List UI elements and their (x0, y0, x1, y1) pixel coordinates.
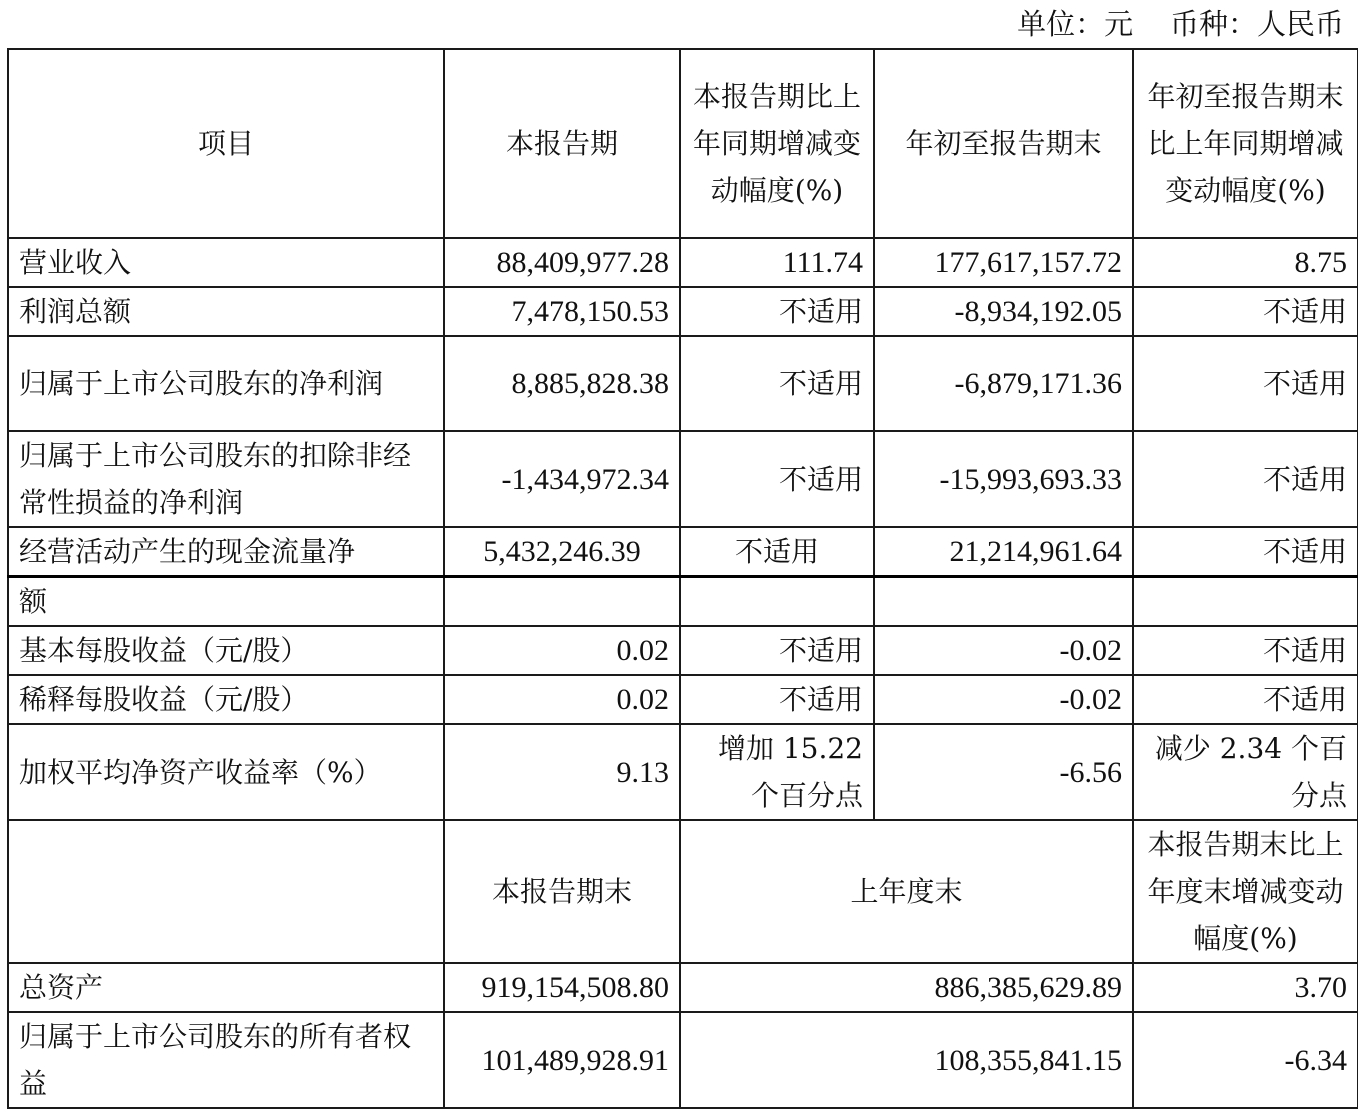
row-item: 额 (8, 577, 444, 627)
row-ytd-change: 不适用 (1133, 675, 1358, 724)
header-current-period: 本报告期 (444, 49, 680, 238)
row-current-change: 不适用 (680, 527, 874, 577)
row-current: 0.02 (444, 675, 680, 724)
table-row (8, 626, 1358, 675)
row-item: 归属于上市公司股东的净利润 (8, 336, 444, 431)
header-ytd-change-pct: 年初至报告期末比上年同期增减变动幅度(%) (1133, 49, 1358, 238)
row-ytd-change: 不适用 (1133, 527, 1358, 577)
row-period-end: 101,489,928.91 (444, 1012, 680, 1108)
row-ytd: -6.56 (874, 724, 1133, 820)
row-prior-year-end: 108,355,841.15 (680, 1012, 1133, 1108)
row-change: 3.70 (1133, 963, 1358, 1012)
row-ytd: -0.02 (874, 675, 1133, 724)
row-current-change: 不适用 (680, 626, 874, 675)
row-current: 7,478,150.53 (444, 287, 680, 336)
row-item: 利润总额 (8, 287, 444, 336)
empty-cell (874, 577, 1133, 627)
row-ytd: -6,879,171.36 (874, 336, 1133, 431)
row-ytd: -8,934,192.05 (874, 287, 1133, 336)
empty-cell (8, 820, 444, 963)
table-row (8, 577, 1358, 627)
row-current-change: 不适用 (680, 431, 874, 527)
row-ytd: -15,993,693.33 (874, 431, 1133, 527)
financial-data-table (7, 48, 1358, 1109)
table-row (8, 963, 1358, 1012)
row-current: 0.02 (444, 626, 680, 675)
row-item: 加权平均净资产收益率（%） (8, 724, 444, 820)
header-item: 项目 (8, 49, 444, 238)
row-item: 归属于上市公司股东的扣除非经常性损益的净利润 (8, 431, 444, 527)
empty-cell (680, 577, 874, 627)
row-ytd-change: 减少 2.34 个百分点 (1133, 724, 1358, 820)
row-change: -6.34 (1133, 1012, 1358, 1108)
row-ytd-change: 不适用 (1133, 336, 1358, 431)
row-ytd-change: 不适用 (1133, 431, 1358, 527)
header-period-end: 本报告期末 (444, 820, 680, 963)
row-current: 88,409,977.28 (444, 238, 680, 287)
row-ytd: 21,214,961.64 (874, 527, 1133, 577)
table-row (8, 527, 1358, 577)
row-item: 基本每股收益（元/股） (8, 626, 444, 675)
table-row (8, 336, 1358, 431)
row-item: 总资产 (8, 963, 444, 1012)
row-item: 经营活动产生的现金流量净 (8, 527, 444, 577)
table-row (8, 1012, 1358, 1108)
row-current: -1,434,972.34 (444, 431, 680, 527)
header-prior-year-end: 上年度末 (680, 820, 1133, 963)
table-row (8, 431, 1358, 527)
row-current-change: 111.74 (680, 238, 874, 287)
row-ytd: 177,617,157.72 (874, 238, 1133, 287)
row-item: 营业收入 (8, 238, 444, 287)
table-header-row (8, 49, 1358, 238)
row-ytd-change: 不适用 (1133, 287, 1358, 336)
header-ytd: 年初至报告期末 (874, 49, 1133, 238)
row-item: 稀释每股收益（元/股） (8, 675, 444, 724)
row-ytd-change: 8.75 (1133, 238, 1358, 287)
table-row (8, 238, 1358, 287)
row-current: 8,885,828.38 (444, 336, 680, 431)
row-current-change: 不适用 (680, 287, 874, 336)
row-current-change: 不适用 (680, 675, 874, 724)
table-row (8, 675, 1358, 724)
table-row (8, 287, 1358, 336)
unit-currency-note: 单位：元 币种：人民币 (1017, 7, 1344, 41)
row-ytd: -0.02 (874, 626, 1133, 675)
row-prior-year-end: 886,385,629.89 (680, 963, 1133, 1012)
row-period-end: 919,154,508.80 (444, 963, 680, 1012)
header-period-end-change-pct: 本报告期末比上年度末增减变动幅度(%) (1133, 820, 1358, 963)
row-current-change: 不适用 (680, 336, 874, 431)
row-current: 9.13 (444, 724, 680, 820)
table-header-row-2 (8, 820, 1358, 963)
empty-cell (444, 577, 680, 627)
row-current-change: 增加 15.22 个百分点 (680, 724, 874, 820)
table-row (8, 724, 1358, 820)
row-current: 5,432,246.39 (444, 527, 680, 577)
empty-cell (1133, 577, 1358, 627)
row-item: 归属于上市公司股东的所有者权益 (8, 1012, 444, 1108)
row-ytd-change: 不适用 (1133, 626, 1358, 675)
header-current-change-pct: 本报告期比上年同期增减变动幅度(%) (680, 49, 874, 238)
